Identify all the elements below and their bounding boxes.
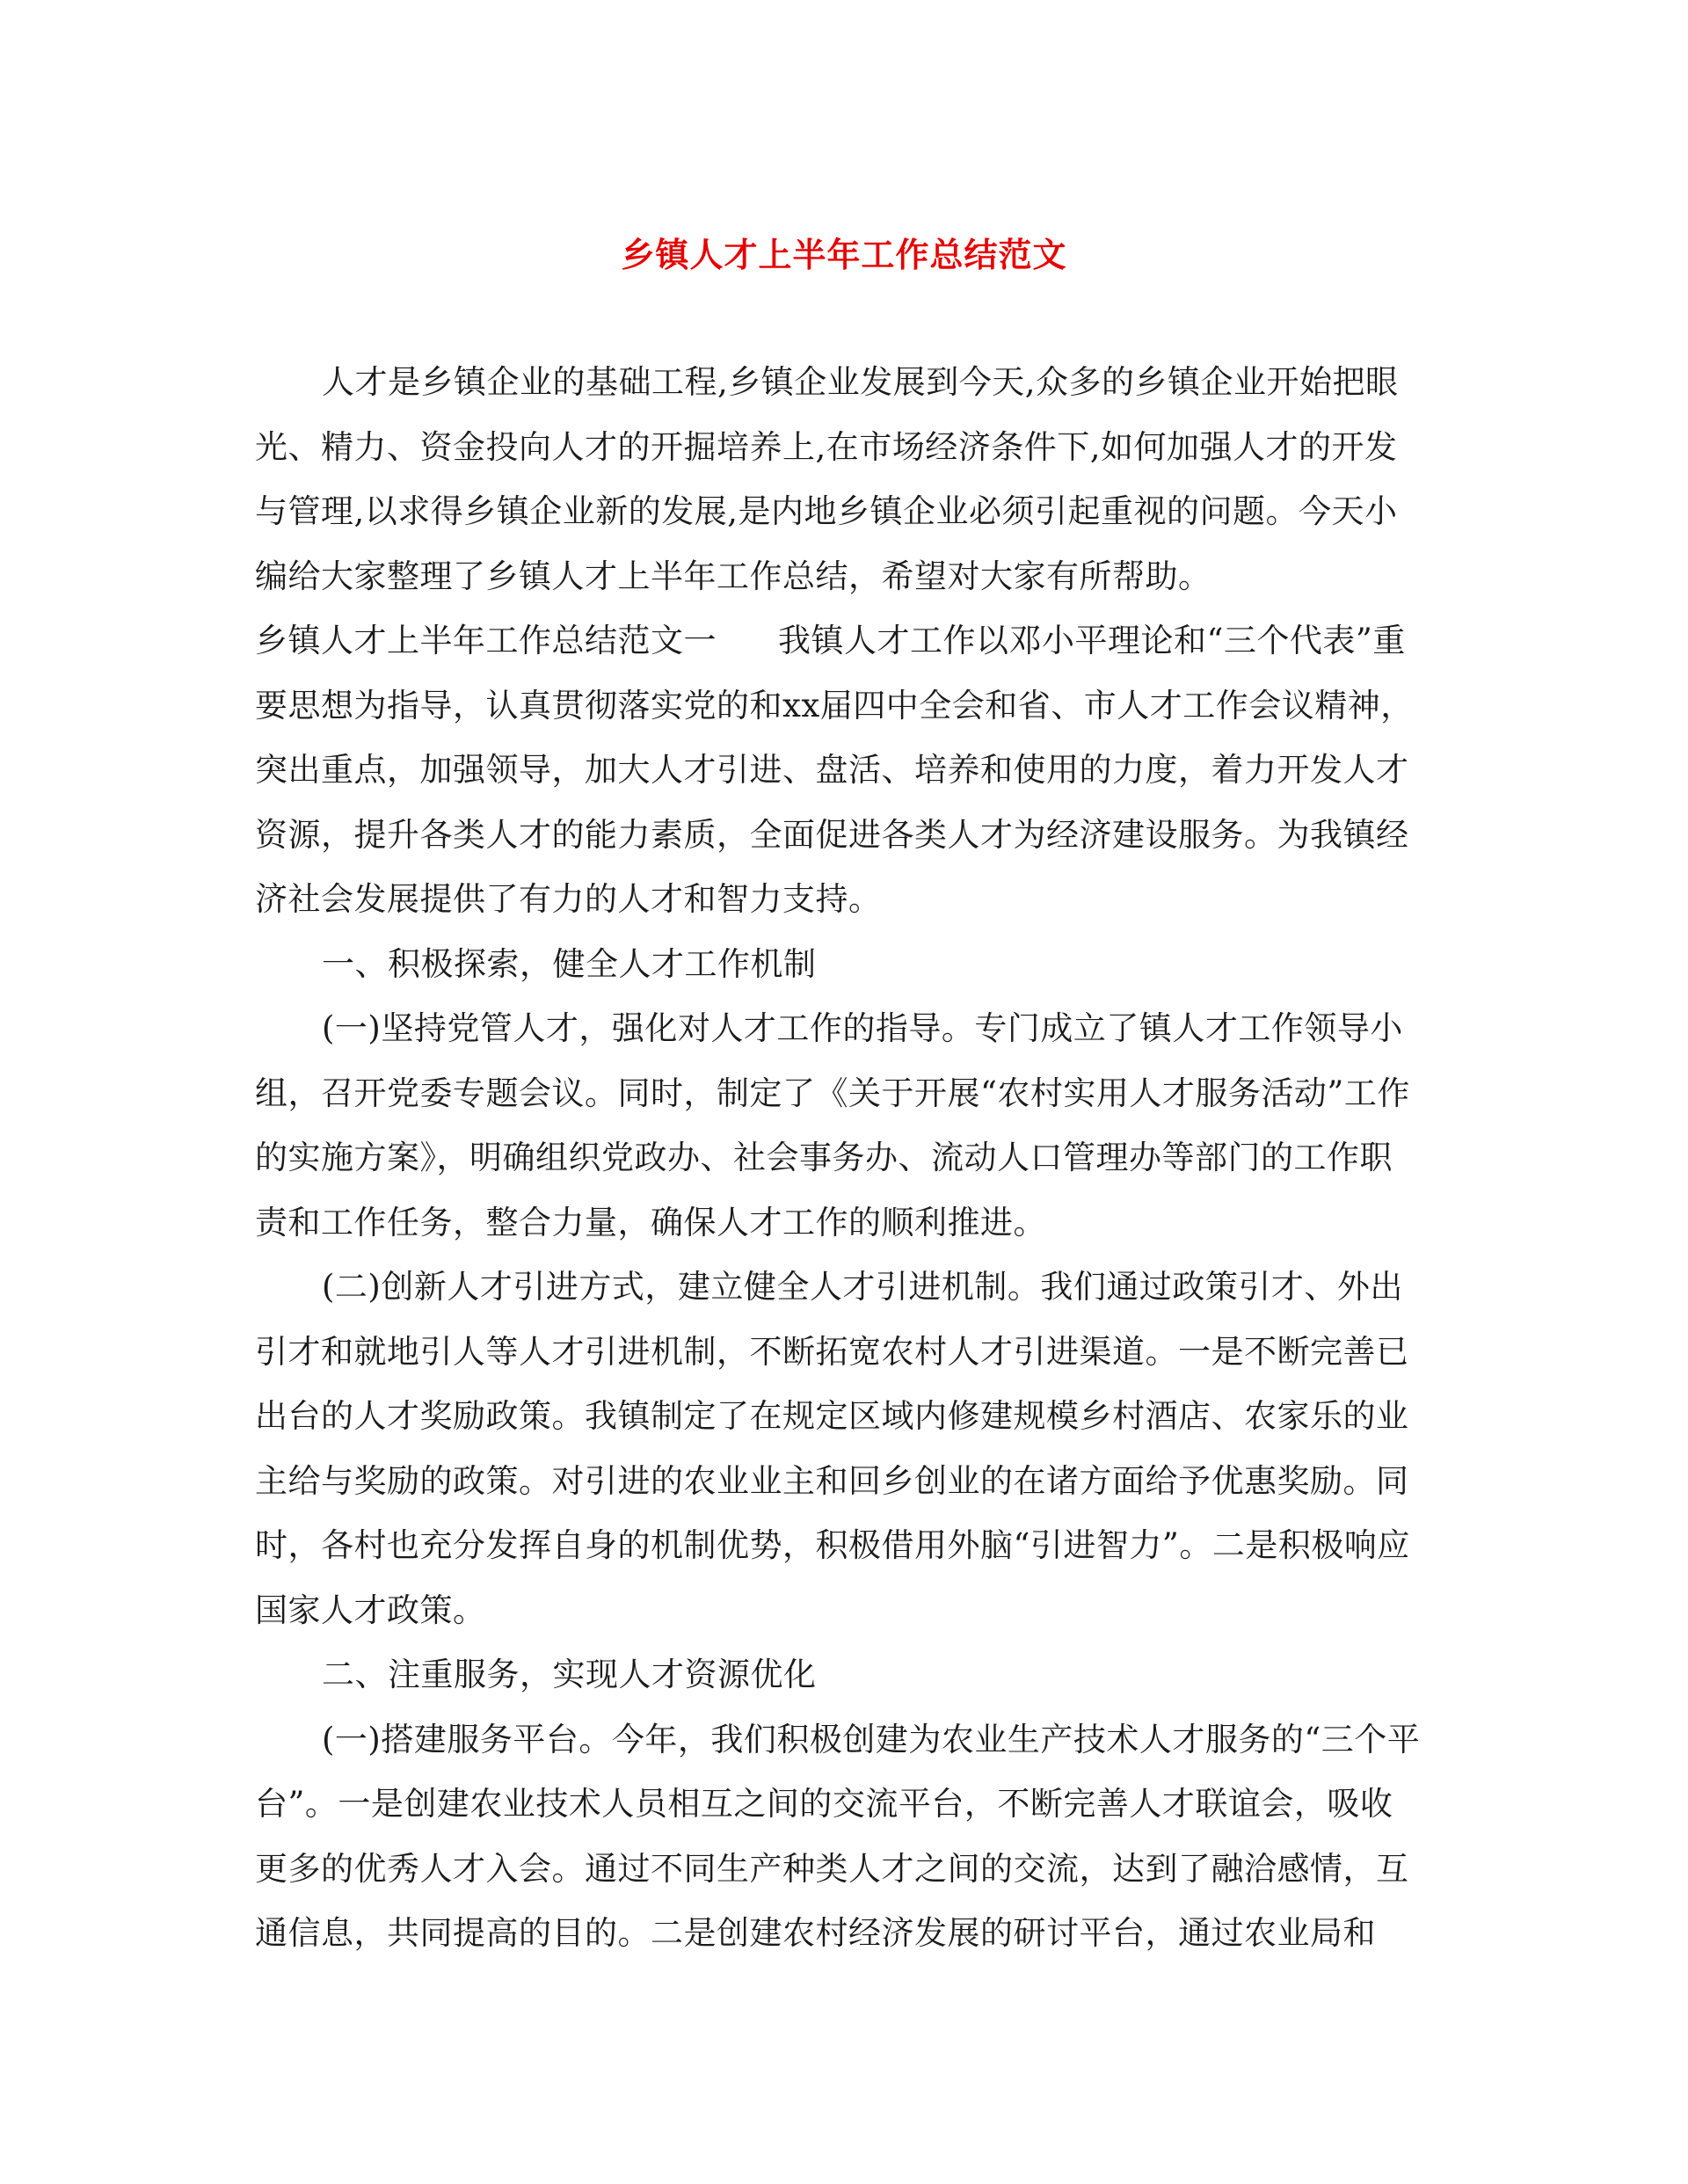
section-intro-text: 我镇人才工作以邓小平理论和“三个代表”重要思想为指导，认真贯彻落实党的和xx届四中全会和省、市人才工作会议精神，突出重点，加强领导，加大人才引进、盘活、培养和使用的力度，着力开发人才资源，提升各类人才的能力素质，全面促进各类人才为经济建设服务。为我镇经济社会发展提供了有力的人才和智力支持。: [255, 622, 1414, 918]
intro-paragraph: 人才是乡镇企业的基础工程,乡镇企业发展到今天,众多的乡镇企业开始把眼光、精力、资金投向人才的开掘培养上,在市场经济条件下,如何加强人才的开发与管理,以求得乡镇企业新的发展,是内地乡镇企业必须引起重视的问题。今天小编给大家整理了乡镇人才上半年工作总结，希望对大家有所帮助。: [255, 363, 1399, 595]
paragraph-1-2: (二)创新人才引进方式，建立健全人才引进机制。我们通过政策引才、外出引才和就地引人等人才引进机制，不断拓宽农村人才引进渠道。一是不断完善已出台的人才奖励政策。我镇制定了在规定区域内修建规模乡村酒店、农家乐的业主给与奖励的政策。对引进的农业业主和回乡创业的在诸方面给予优惠奖励。同时，各村也充分发挥自身的机制优势，积极借用外脑“引进智力”。二是积极响应国家人才政策。: [255, 1268, 1410, 1629]
paragraph-1-1: (一)坚持党管人才，强化对人才工作的指导。专门成立了镇人才工作领导小组，召开党委专题会议。同时，制定了《关于开展“农村实用人才服务活动”工作的实施方案》，明确组织党政办、社会事务办、流动人口管理办等部门的工作职责和工作任务，整合力量，确保人才工作的顺利推进。: [255, 1009, 1410, 1241]
document-title: 乡镇人才上半年工作总结范文: [621, 235, 1067, 274]
heading-one: 一、积极探索，健全人才工作机制: [322, 944, 817, 983]
document-body: [255, 350, 1424, 1966]
paragraph-2-1: (一)搭建服务平台。今年，我们积极创建为农业生产技术人才服务的“三个平台”。一是创建农业技术人员相互之间的交流平台，不断完善人才联谊会，吸收更多的优秀人才入会。通过不同生产种类人才之间的交流，达到了融洽感情，互通信息，共同提高的目的。二是创建农村经济发展的研讨平台，通过农业局和: [255, 1720, 1421, 1952]
section-intro-paragraph: [255, 608, 1424, 932]
heading-two: 二、注重服务，实现人才资源优化: [322, 1656, 817, 1693]
section-label: 乡镇人才上半年工作总结范文一: [255, 622, 717, 659]
